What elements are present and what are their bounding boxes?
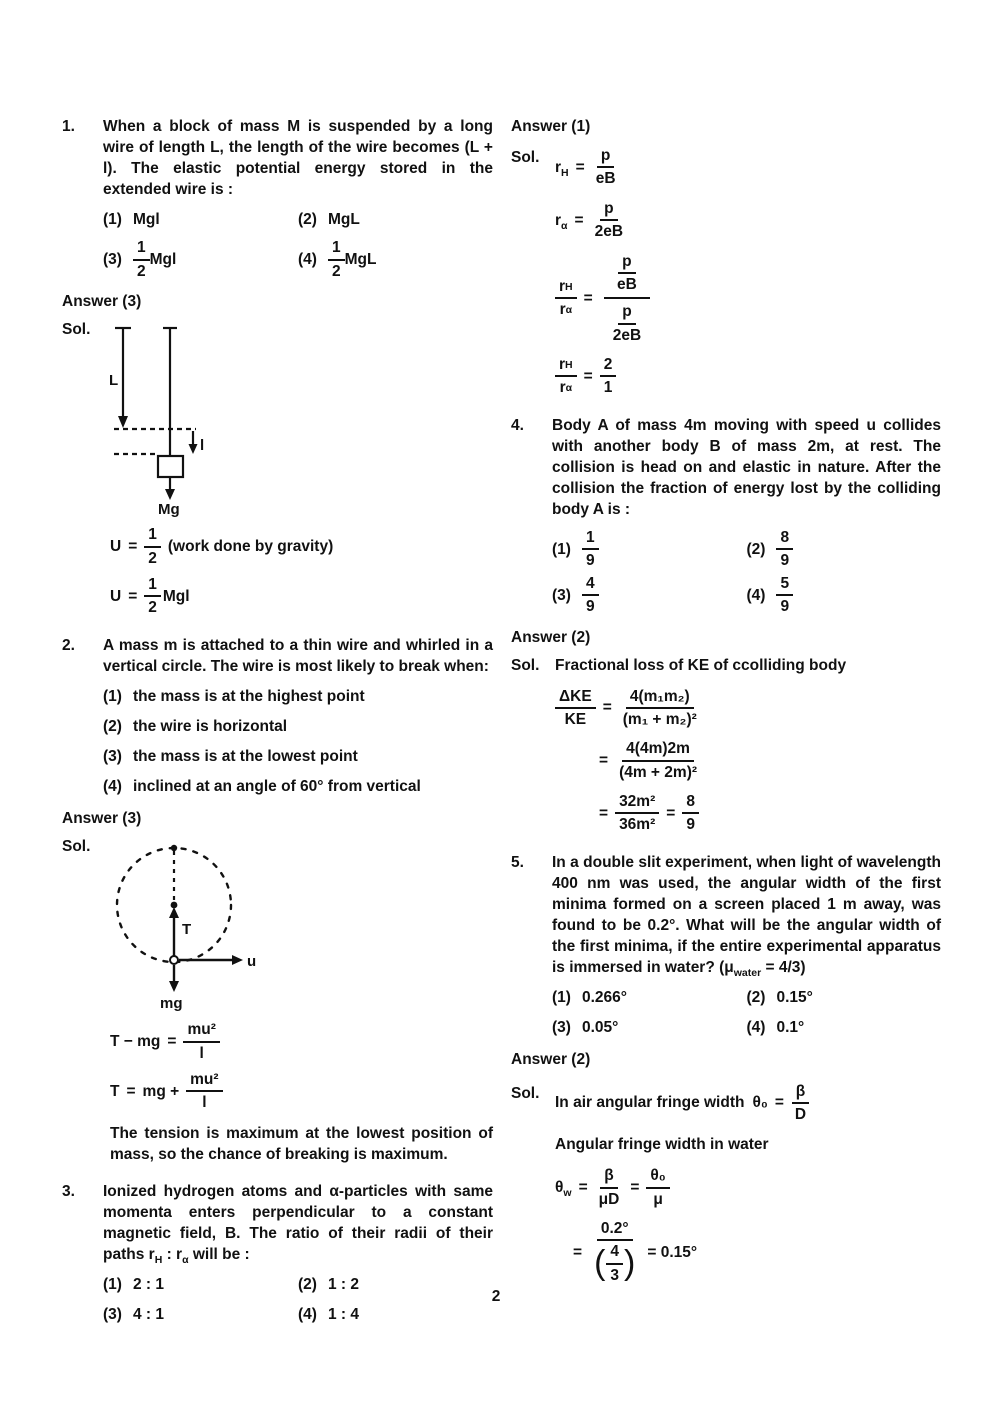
eq-suffix: Mgl (162, 587, 190, 605)
fraction (183, 1021, 219, 1062)
question-4-solution (511, 655, 941, 676)
fraction-numerator (604, 253, 650, 300)
question-5 (511, 852, 941, 978)
eq-suffix: (work done by gravity) (167, 538, 334, 555)
eq-lhs: $\theta_w$ (555, 1179, 572, 1200)
question-5-number: 5. (511, 853, 524, 871)
fraction (776, 575, 793, 616)
sol-body (555, 147, 941, 188)
fraction (613, 253, 641, 294)
solution-note: The tension is maximum at the lowest position of mass, so the chance of breaking is maximum. (110, 1124, 493, 1163)
equation-ratio-result (555, 356, 941, 397)
eq-rel: = (583, 367, 593, 385)
sol-label: Sol. (62, 838, 91, 856)
option-2 (103, 716, 493, 737)
option-value: 0.1° (776, 1019, 805, 1037)
fraction-denominator: D (794, 1105, 807, 1123)
option-3 (552, 1017, 747, 1038)
option-4 (103, 776, 493, 797)
option-label: (3) (103, 251, 122, 269)
fraction (600, 356, 617, 397)
fraction-denominator: l (202, 1094, 207, 1112)
fraction-denominator: l (199, 1044, 204, 1062)
fraction-numerator: p (597, 147, 614, 168)
fraction-denominator: 9 (686, 816, 695, 834)
eq-rel: = (774, 1094, 784, 1112)
option-value: Mgl (132, 211, 160, 229)
eq-result: = 0.15° (647, 1243, 698, 1261)
fraction-denominator: (m₁ + m₂)² (622, 711, 697, 729)
option-label: (4) (298, 251, 317, 269)
option-1 (552, 529, 747, 570)
right-arrowhead (232, 955, 243, 965)
fraction-numerator: p (600, 200, 617, 221)
extension-label: l (200, 437, 205, 455)
equation-ke-ratio (555, 688, 941, 729)
fraction-numerator: 8 (776, 529, 793, 550)
fraction-denominator: 9 (585, 552, 595, 570)
options-row (552, 575, 941, 616)
fraction-denominator: 1 (603, 379, 613, 397)
sol-label: Sol. (511, 656, 540, 674)
weight-label: mg (160, 995, 183, 1013)
fraction-numerator: 4(4m)2m (622, 740, 694, 761)
fraction-numerator: 4 (582, 575, 599, 596)
option-label: (4) (298, 1306, 317, 1324)
eq-rel: = (574, 211, 584, 229)
option-value: 0.15° (776, 989, 813, 1007)
fraction-denominator: 2eB (612, 326, 642, 344)
open-paren: ( (594, 1244, 606, 1283)
option-value: Mgl (149, 251, 177, 269)
options-row (103, 1274, 493, 1295)
fraction-numerator: 32m² (615, 793, 659, 814)
fraction-denominator: 2 (148, 599, 157, 617)
option-1 (552, 987, 747, 1008)
eq-rel: = (126, 1082, 136, 1100)
down-arrowhead (165, 489, 175, 500)
option-label: (1) (552, 540, 571, 558)
eq-rel: = (128, 538, 138, 555)
fraction (186, 1071, 222, 1112)
eq-rel: = (602, 699, 612, 717)
sol-text-line: Angular fringe width in water (555, 1136, 769, 1154)
question-3-solution (511, 147, 941, 188)
fraction (609, 303, 645, 344)
question-1-solution (62, 319, 493, 517)
question-1-number: 1. (62, 118, 75, 135)
sol-label: Sol. (62, 321, 91, 339)
eq-rel: = (666, 804, 676, 822)
options-row (552, 1017, 941, 1038)
fraction (144, 576, 161, 617)
eq-lhs: $r_\alpha$ (555, 211, 568, 232)
fraction (606, 1243, 623, 1284)
sol-label: Sol. (511, 1084, 540, 1102)
option-label: (1) (552, 989, 571, 1007)
option-3 (103, 239, 298, 280)
option-value: 1 : 2 (327, 1276, 359, 1294)
fraction-numerator: β (600, 1167, 617, 1188)
option-label: (2) (298, 1276, 317, 1294)
fraction-denominator: 9 (780, 552, 790, 570)
fraction-numerator: 1 (144, 576, 161, 597)
eq-lhs: $r_H$ (555, 158, 569, 179)
question-3-options (103, 1274, 493, 1325)
fraction-denominator: 9 (780, 598, 790, 616)
fraction (615, 740, 701, 781)
down-arrowhead (189, 444, 198, 454)
fraction-denominator: 2eB (594, 223, 624, 241)
fraction (682, 793, 699, 834)
option-4 (298, 1304, 493, 1325)
fraction-denominator: 2 (136, 262, 146, 280)
fraction (776, 529, 793, 570)
fraction (646, 1167, 669, 1208)
option-value: 0.05° (581, 1019, 619, 1037)
fraction-denominator: r α (559, 379, 573, 397)
fraction (144, 526, 161, 567)
equation-u-work (110, 526, 493, 567)
fraction (555, 278, 577, 319)
fraction-denominator (600, 299, 654, 344)
down-arrowhead (169, 981, 179, 992)
fraction-numerator: r H (555, 356, 577, 377)
fraction (589, 1220, 640, 1284)
wire-length-label: L (109, 372, 119, 390)
option-value: the wire is horizontal (132, 717, 288, 735)
eq-lhs: U (110, 587, 122, 605)
fraction-numerator: 1 (582, 529, 599, 550)
fraction (133, 239, 150, 280)
fraction-denominator: 36m² (619, 816, 656, 834)
fraction-denominator: eB (617, 275, 637, 293)
eq-lhs: T − mg (110, 1032, 161, 1050)
fraction-denominator: (4m + 2m)² (619, 763, 698, 781)
option-label: (2) (298, 211, 317, 229)
vertical-circle-diagram (98, 836, 283, 1012)
equation-u-mgl (110, 576, 493, 617)
page-number: 2 (491, 1288, 501, 1305)
eq-rel: = (128, 587, 138, 605)
eq-rel: = (583, 289, 593, 307)
option-label: (4) (746, 586, 766, 604)
equation-theta-result (573, 1220, 941, 1284)
fraction-denominator: μD (598, 1190, 620, 1208)
option-label: (3) (552, 1019, 571, 1037)
velocity-label: u (247, 953, 257, 971)
fraction-denominator: KE (564, 711, 587, 729)
top-dot (171, 845, 177, 851)
question-4-text: Body A of mass 4m moving with speed u collides with another body B of mass 2m, at rest. The collision is head on and elastic in nature. After the collision the fraction of energy lost by the colliding body A is : (552, 416, 941, 518)
fraction-numerator: 1 (328, 239, 345, 260)
option-2 (747, 529, 942, 570)
option-label: (2) (103, 717, 122, 735)
question-5-solution (511, 1083, 941, 1124)
question-1-text: When a block of mass M is suspended by a long wire of length L, the length of the wire becomes (L + l). The elastic potential energy stored in the extended wire is : (103, 118, 493, 199)
option-value: 1 : 4 (327, 1306, 359, 1324)
fraction-denominator: 2 (148, 549, 157, 567)
options-row (552, 529, 941, 570)
eq-rel: = (578, 1179, 588, 1197)
option-3 (103, 1304, 298, 1325)
diagram-lines (114, 328, 196, 491)
question-4-number: 4. (511, 416, 524, 434)
down-arrowhead (118, 416, 128, 428)
fraction (595, 1167, 624, 1208)
fraction-numerator: mu² (183, 1021, 219, 1042)
question-5-text: In a double slit experiment, when light of wavelength 400 nm was used, the angular width of the first minima formed on a screen placed 1 m away, was found to be 0.2°. What will be the angular width of the first minima, if the entire experimental apparatus is immersed in water? $(\mu_{water} = 4/3)$ (552, 853, 941, 980)
question-4-options (552, 529, 941, 615)
equation-ratio-nested (555, 253, 941, 344)
option-label: (4) (103, 778, 122, 796)
fraction-denominator: 9 (585, 598, 595, 616)
eq-rel: = (630, 1179, 640, 1197)
mass-point (170, 956, 178, 964)
equation-tension-1 (110, 1021, 493, 1062)
eq-rel: = (575, 158, 585, 176)
option-1 (103, 1274, 298, 1295)
equation-theta-water (555, 1167, 941, 1208)
options-row (103, 1304, 493, 1325)
question-2-text: A mass m is attached to a thin wire and whirled in a vertical circle. The wire is most likely to break when: (103, 636, 493, 675)
eq-rel: = (167, 1032, 177, 1050)
option-label: (1) (103, 687, 122, 705)
options-row (552, 987, 941, 1008)
question-3 (62, 1181, 493, 1265)
option-label: (1) (103, 1276, 122, 1294)
fraction-numerator: 1 (144, 526, 161, 547)
option-value: MgL (344, 251, 377, 269)
sol-text: Fractional loss of KE of ccolliding body (555, 656, 847, 674)
question-3-text: Ionized hydrogen atoms and α-particles with same momenta enters perpendicular to a constant magnetic field, B. The ratio of their radii of their paths $r_H$ : $r_\alpha$ will be : (103, 1182, 493, 1266)
fraction-denominator: 2 (331, 262, 341, 280)
fraction (591, 200, 627, 241)
fraction-denominator: eB (595, 170, 616, 188)
fraction (791, 1083, 810, 1124)
fraction-numerator: p (618, 303, 635, 324)
option-value: the mass is at the highest point (132, 687, 365, 705)
option-label: (3) (552, 586, 571, 604)
nested-fraction (600, 253, 654, 344)
option-3 (103, 746, 493, 767)
fraction (615, 793, 659, 834)
sol-label: Sol. (511, 149, 540, 167)
right-column (511, 116, 941, 1284)
left-column (62, 116, 493, 1325)
tension-label: T (182, 921, 192, 939)
fraction-numerator: 4 (606, 1243, 623, 1264)
option-label: (3) (103, 747, 122, 765)
fraction-numerator: r H (555, 278, 577, 299)
option-3 (552, 575, 747, 616)
eq-rel: = (573, 1243, 583, 1261)
close-paren: ) (624, 1244, 636, 1283)
fraction (328, 239, 345, 280)
question-3-answer: Answer (1) (511, 118, 591, 135)
option-4 (298, 239, 493, 280)
eq-lhs: T (110, 1082, 120, 1100)
question-5-options (552, 987, 941, 1038)
up-arrowhead (169, 907, 179, 918)
fraction-numerator: θ₀ (646, 1167, 669, 1188)
fraction-denominator (589, 1241, 640, 1284)
question-4 (511, 415, 941, 520)
equation-tension-2 (110, 1071, 493, 1112)
option-label: (2) (746, 540, 766, 558)
option-4 (747, 575, 942, 616)
question-4-answer: Answer (2) (511, 628, 591, 646)
fraction-numerator: 5 (776, 575, 793, 596)
question-2 (62, 635, 493, 677)
eq-rel: = (599, 804, 609, 822)
diagram-arrowheads (169, 845, 243, 992)
option-value: 2 : 1 (132, 1276, 164, 1294)
fraction (582, 575, 599, 616)
fraction (555, 356, 577, 397)
option-1 (103, 686, 493, 707)
equation-ke-result (599, 793, 941, 834)
question-2-number: 2. (62, 636, 75, 654)
fraction-numerator: 4(m₁m₂) (626, 688, 694, 709)
question-2-answer: Answer (3) (62, 810, 142, 828)
equation-theta0 (752, 1083, 817, 1124)
option-label: (1) (103, 211, 122, 229)
option-label: (4) (746, 1019, 766, 1037)
weight-label: Mg (158, 501, 180, 518)
sol-body (555, 1083, 941, 1124)
fraction-numerator: 0.2° (597, 1220, 633, 1241)
eq-term: mg + (142, 1082, 180, 1100)
eq-lhs: U (110, 538, 122, 555)
question-5-answer: Answer (2) (511, 1051, 591, 1069)
question-1-answer: Answer (3) (62, 293, 142, 311)
sol-body (106, 319, 493, 517)
fraction-numerator: p (618, 253, 635, 274)
fraction-numerator: 2 (600, 356, 617, 377)
options-row (103, 239, 493, 280)
fraction (592, 147, 620, 188)
hanging-wire-diagram (108, 319, 278, 517)
fraction-denominator: r α (559, 301, 573, 319)
option-1 (103, 209, 298, 230)
option-2 (298, 209, 493, 230)
equation-ralpha (555, 200, 941, 241)
mass-box (158, 456, 183, 477)
fraction-denominator: μ (653, 1190, 663, 1208)
fraction-numerator: β (792, 1083, 809, 1104)
fraction-numerator: mu² (186, 1071, 222, 1092)
option-label: (3) (103, 1306, 122, 1324)
option-4 (747, 1017, 942, 1038)
fraction-numerator: 1 (133, 239, 150, 260)
option-value: MgL (327, 211, 360, 229)
option-value: the mass is at the lowest point (132, 747, 358, 765)
fraction (619, 688, 701, 729)
eq-lhs: θ₀ (752, 1094, 768, 1112)
equation-rh (555, 147, 941, 188)
fraction (582, 529, 599, 570)
option-value: 4 : 1 (132, 1306, 164, 1324)
sol-body (106, 836, 493, 1012)
sol-text: In air angular fringe width (555, 1094, 745, 1112)
option-label: (2) (746, 989, 766, 1007)
question-1 (62, 116, 493, 200)
question-3-number: 3. (62, 1182, 75, 1200)
eq-rel: = (599, 752, 609, 770)
fraction-numerator: 8 (682, 793, 699, 814)
fraction-numerator: ΔKE (555, 688, 596, 709)
equation-ke-sub (599, 740, 941, 781)
option-value: inclined at an angle of 60° from vertical (132, 778, 421, 796)
option-2 (747, 987, 942, 1008)
fraction (555, 688, 596, 729)
question-1-options (103, 209, 493, 280)
option-value: 0.266° (581, 989, 627, 1007)
question-2-solution (62, 836, 493, 1012)
options-row (103, 209, 493, 230)
fraction-denominator: 3 (610, 1266, 620, 1284)
